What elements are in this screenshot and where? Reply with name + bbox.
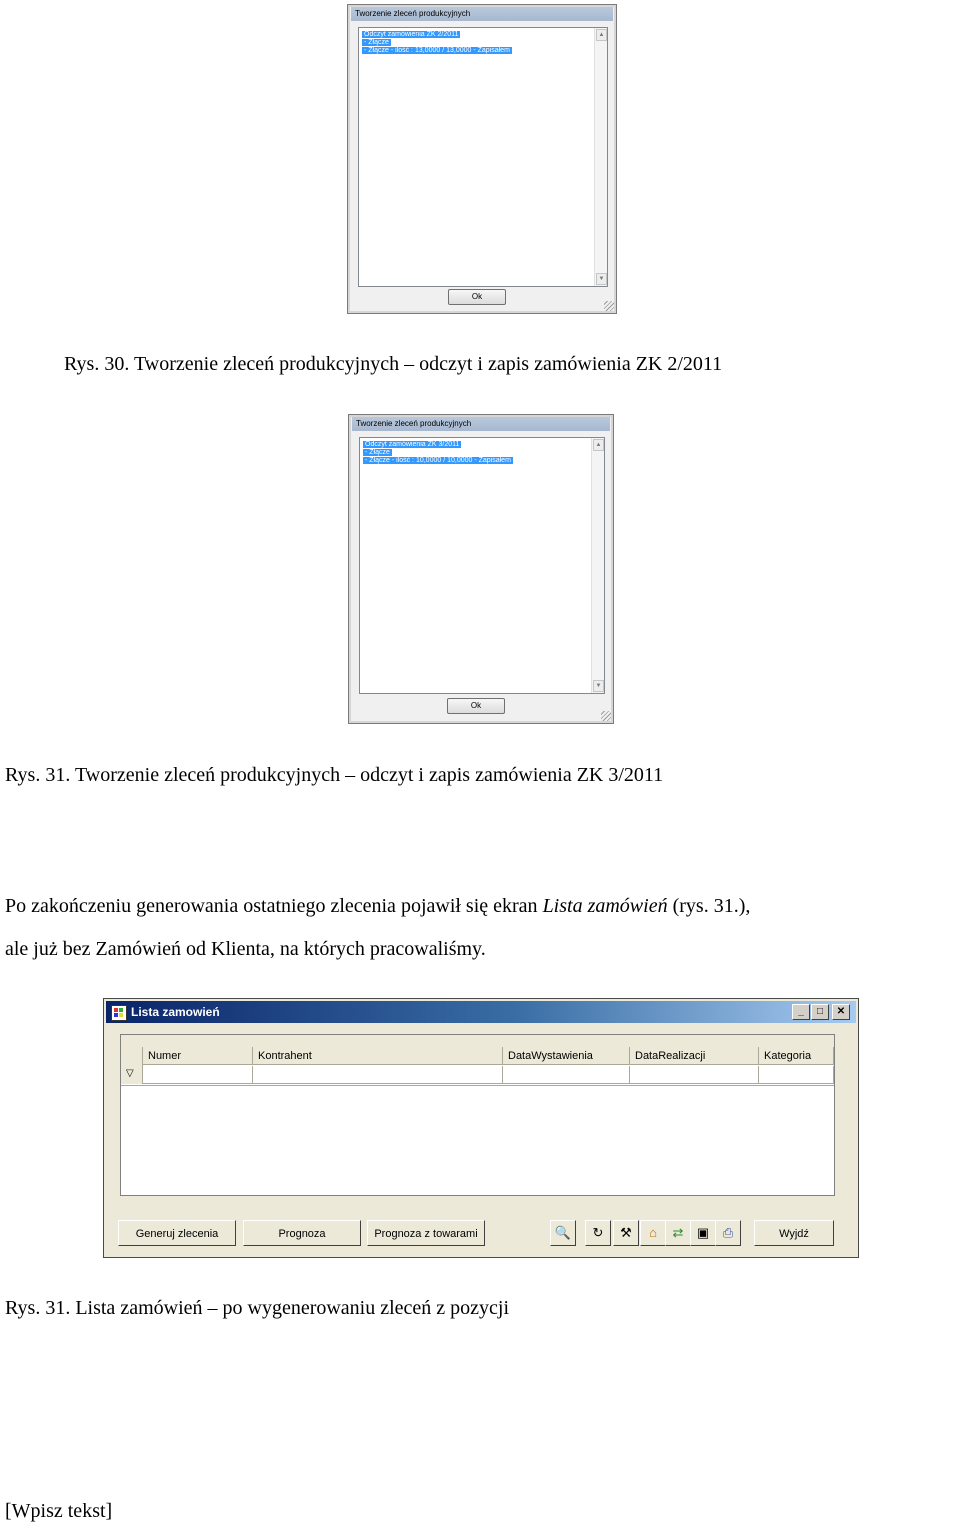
dialog-title: Tworzenie zleceń produkcyjnych bbox=[351, 7, 613, 21]
log-line: - Złącze bbox=[365, 449, 390, 456]
filter-kontrahent[interactable] bbox=[253, 1066, 503, 1084]
body-paragraph: Po zakończeniu generowania ostatniego zlecenia pojawił się ekran Lista zamówień (rys. 31.), bbox=[5, 895, 751, 917]
print-icon[interactable]: ⎙ bbox=[715, 1220, 741, 1246]
scrollbar[interactable] bbox=[591, 438, 604, 693]
caption-fig-31b: Rys. 31. Lista zamówień – po wygenerowaniu zleceń z pozycji bbox=[5, 1297, 510, 1319]
log-line: - Złącze - ilość : 13,0000 / 13,0000 - Zapisałem bbox=[364, 47, 510, 54]
refresh-icon[interactable]: ↻ bbox=[585, 1220, 611, 1246]
filter-kategoria[interactable] bbox=[759, 1066, 834, 1084]
title-bar[interactable] bbox=[106, 1001, 856, 1023]
log-line: Odczyt zamówienia ZK 2/2011 bbox=[364, 31, 459, 38]
generate-orders-button[interactable]: Generuj zlecenia bbox=[118, 1220, 236, 1246]
column-header-numer[interactable]: Numer bbox=[143, 1047, 253, 1065]
maximize-icon[interactable]: □ bbox=[811, 1004, 829, 1020]
footer-placeholder: [Wpisz tekst] bbox=[5, 1500, 113, 1522]
resize-grip-icon[interactable] bbox=[604, 301, 614, 311]
dialog-zk-3-2011 bbox=[348, 414, 614, 724]
home-icon[interactable]: ⌂ bbox=[640, 1220, 666, 1246]
orders-grid[interactable] bbox=[120, 1034, 835, 1196]
log-line: - Złącze bbox=[364, 39, 389, 46]
search-icon[interactable]: 🔍 bbox=[550, 1220, 576, 1246]
scroll-up-icon[interactable]: ▲ bbox=[596, 29, 607, 41]
log-line: Odczyt zamówienia ZK 3/2011 bbox=[365, 441, 460, 448]
grid-body[interactable] bbox=[121, 1085, 834, 1195]
filter-row-icon: ▽ bbox=[126, 1068, 134, 1079]
filter-datawystawienia[interactable] bbox=[503, 1066, 630, 1084]
exit-button[interactable]: Wyjdź bbox=[754, 1220, 834, 1246]
column-header-kategoria[interactable]: Kategoria bbox=[759, 1047, 834, 1065]
log-line: - Złącze - ilość : 10,0000 / 10,0000 - Zapisałem bbox=[365, 457, 511, 464]
column-header-kontrahent[interactable]: Kontrahent bbox=[253, 1047, 503, 1065]
dialog-title: Tworzenie zleceń produkcyjnych bbox=[352, 417, 610, 431]
log-listbox[interactable] bbox=[359, 437, 605, 694]
save-icon[interactable]: ▣ bbox=[690, 1220, 716, 1246]
dialog-zk-2-2011 bbox=[347, 4, 617, 314]
sync-icon[interactable]: ⇄ bbox=[665, 1220, 691, 1246]
row-header bbox=[121, 1047, 143, 1084]
log-listbox[interactable] bbox=[358, 27, 608, 287]
scrollbar[interactable] bbox=[594, 28, 607, 286]
emphasis-lista-zamowien: Lista zamówień bbox=[542, 895, 668, 917]
filter-datarealizacji[interactable] bbox=[630, 1066, 759, 1084]
column-header-datarealizacji[interactable]: DataRealizacji bbox=[630, 1047, 759, 1065]
scroll-down-icon[interactable]: ▼ bbox=[593, 680, 604, 692]
column-header-datawystawienia[interactable]: DataWystawienia bbox=[503, 1047, 630, 1065]
minimize-icon[interactable]: _ bbox=[792, 1004, 810, 1020]
close-icon[interactable]: ✕ bbox=[832, 1004, 850, 1020]
window-title: Lista zamowień bbox=[131, 1005, 220, 1019]
forecast-button[interactable]: Prognoza bbox=[243, 1220, 361, 1246]
tools-icon[interactable]: ⚒ bbox=[613, 1220, 639, 1246]
body-paragraph-line2: ale już bez Zamówień od Klienta, na których pracowaliśmy. bbox=[5, 938, 486, 960]
scroll-up-icon[interactable]: ▲ bbox=[593, 439, 604, 451]
forecast-with-goods-button[interactable]: Prognoza z towarami bbox=[367, 1220, 485, 1246]
filter-numer[interactable] bbox=[143, 1066, 253, 1084]
ok-button[interactable]: Ok bbox=[448, 289, 506, 305]
resize-grip-icon[interactable] bbox=[601, 711, 611, 721]
scroll-down-icon[interactable]: ▼ bbox=[596, 273, 607, 285]
caption-fig-30: Rys. 30. Tworzenie zleceń produkcyjnych – odczyt i zapis zamówienia ZK 2/2011 bbox=[64, 353, 723, 375]
ok-button[interactable]: Ok bbox=[447, 698, 505, 714]
caption-fig-31a: Rys. 31. Tworzenie zleceń produkcyjnych – odczyt i zapis zamówienia ZK 3/2011 bbox=[5, 764, 664, 786]
lista-zamowien-window bbox=[103, 998, 859, 1258]
app-icon bbox=[111, 1005, 127, 1021]
